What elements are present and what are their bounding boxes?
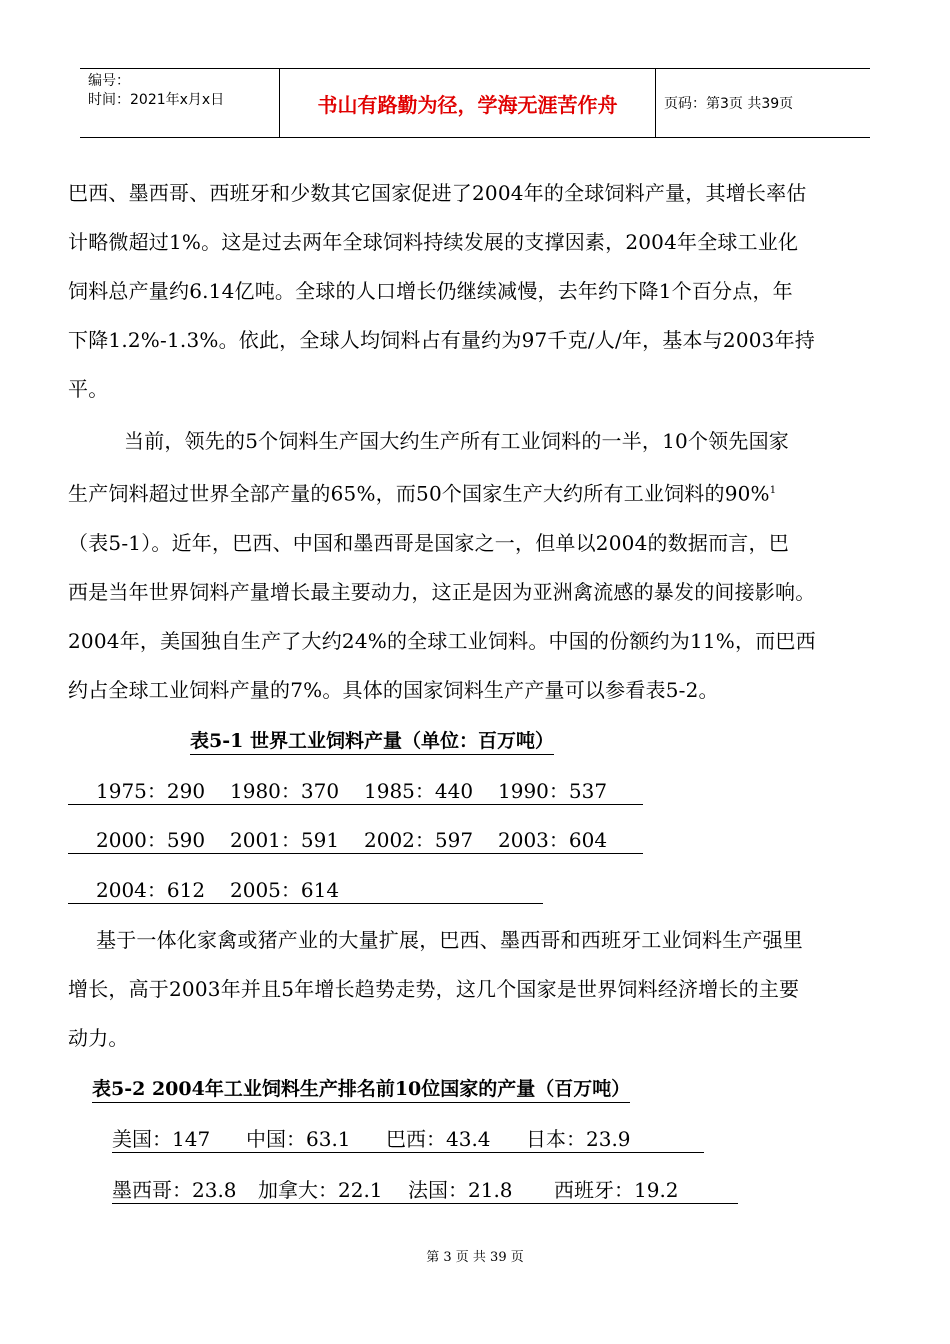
text-line: 西是当年世界饲料产量增长最主要动力，这正是因为亚洲禽流感的暴发的间接影响。 xyxy=(68,579,816,604)
table-1-row xyxy=(68,877,543,904)
motto: 书山有路勤为径，学海无涯苦作舟 xyxy=(280,69,656,137)
text-line: 2004年，美国独自生产了大约24%的全球工业饲料。中国的份额约为11%，而巴西 xyxy=(68,628,816,653)
number-label: 编号： xyxy=(88,73,130,89)
text-line: 约占全球工业饲料产量的7%。具体的国家饲料生产产量可以参看表5-2。 xyxy=(68,677,719,702)
table-1-row xyxy=(68,827,643,854)
table-cell: 2002：597 xyxy=(364,828,474,852)
table-cell: 2005：614 xyxy=(230,878,340,902)
table-cell: 1980：370 xyxy=(230,779,340,803)
table-cell: 中国：63.1 xyxy=(246,1127,351,1151)
table-cell: 2001：591 xyxy=(230,828,340,852)
paragraph-1 xyxy=(68,169,888,414)
table-cell: 西班牙：19.2 xyxy=(554,1178,679,1202)
table-cell: 1975：290 xyxy=(96,779,206,803)
text-line: 计略微超过1%。这是过去两年全球饲料持续发展的支撑因素，2004年全球工业化 xyxy=(68,230,799,254)
text-line: 饲料总产量约6.14亿吨。全球的人口增长仍继续减慢，去年约下降1个百分点，年 xyxy=(68,279,793,303)
text-line: 基于一体化家禽或猪产业的大量扩展，巴西、墨西哥和西班牙工业饲料生产强里 xyxy=(96,928,803,952)
text-line: 增长，高于2003年并且5年增长趋势走势，这几个国家是世界饲料经济增长的主要 xyxy=(68,977,800,1001)
table-cell: 美国：147 xyxy=(112,1127,211,1151)
paragraph-3 xyxy=(68,916,888,1063)
text-line: 平。 xyxy=(68,377,109,401)
table-cell: 日本：23.9 xyxy=(526,1127,631,1151)
table-cell: 法国：21.8 xyxy=(408,1178,513,1202)
table-2-row xyxy=(112,1126,704,1153)
page-footer: 第 3 页 共 39 页 xyxy=(426,1250,524,1265)
table-cell: 1990：537 xyxy=(498,779,608,803)
page-label: 页码：第3页 共39页 xyxy=(664,96,794,112)
text-line: 当前，领先的5个饲料生产国大约生产所有工业饲料的一半，10个领先国家 xyxy=(124,429,789,453)
text-line: 下降1.2%-1.3%。依此，全球人均饲料占有量约为97千克/人/年，基本与2003年持 xyxy=(68,328,816,352)
table-2-title: 表5-2 2004年工业饲料生产排名前10位国家的产量（百万吨） xyxy=(92,1076,630,1103)
table-cell: 2000：590 xyxy=(96,828,206,852)
table-cell: 1985：440 xyxy=(364,779,474,803)
text-line: 巴西、墨西哥、西班牙和少数其它国家促进了2004年的全球饲料产量，其增长率估 xyxy=(68,181,807,205)
text-line: 动力。 xyxy=(68,1026,129,1050)
date-label: 时间：2021年x月x日 xyxy=(88,92,225,108)
table-cell: 2003：604 xyxy=(498,828,608,852)
text-line: （表5-1）。近年，巴西、中国和墨西哥是国家之一，但单以2004的数据而言，巴 xyxy=(68,530,789,555)
text-line: 生产饲料超过世界全部产量的65%，而50个国家生产大约所有工业饲料的90%$^1$ xyxy=(68,481,777,506)
table-cell: 巴西：43.4 xyxy=(386,1127,491,1151)
page-header xyxy=(80,68,870,138)
table-cell: 2004：612 xyxy=(96,878,206,902)
paragraph-2 xyxy=(68,417,888,715)
table-1-title: 表5-1 世界工业饲料产量（单位：百万吨） xyxy=(190,728,554,755)
table-cell: 加拿大：22.1 xyxy=(258,1178,383,1202)
footnote-mark: 1 xyxy=(769,485,777,496)
header-meta xyxy=(80,69,280,137)
table-1-row xyxy=(68,778,643,805)
table-cell: 墨西哥：23.8 xyxy=(112,1178,237,1202)
table-2-row xyxy=(112,1177,738,1204)
